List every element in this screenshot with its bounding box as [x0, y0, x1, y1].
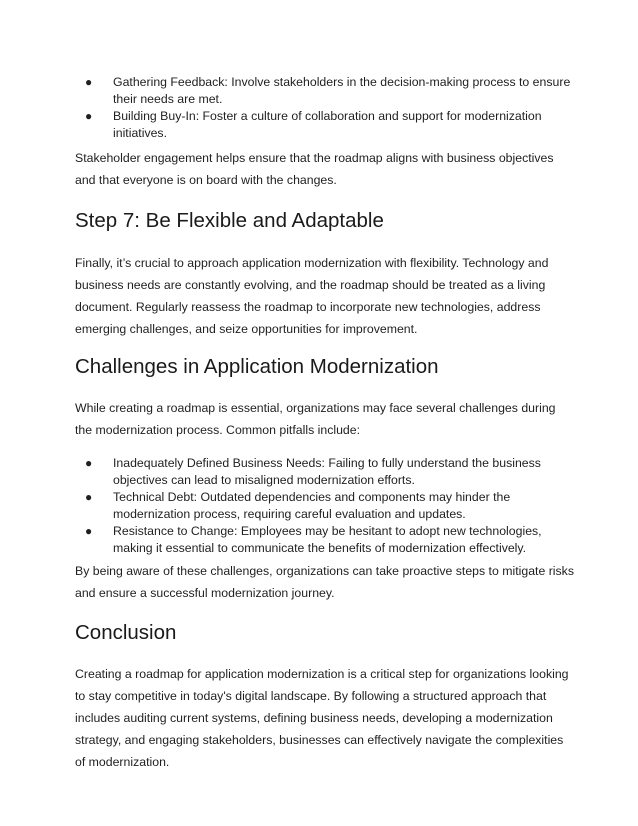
bullet-icon: ●	[85, 456, 93, 470]
bullet-icon: ●	[85, 490, 93, 504]
bullet-icon: ●	[85, 75, 93, 89]
conclusion-heading: Conclusion	[75, 621, 177, 644]
feedback-bullet-list	[75, 74, 575, 142]
list-item	[75, 74, 575, 107]
list-item	[75, 523, 575, 556]
awareness-paragraph: By being aware of these challenges, organizations can take proactive steps to mitigate risks and ensure a successful modernization journey.	[75, 564, 574, 600]
list-item-text: Inadequately Defined Business Needs: Failing to fully understand the business objectives can lead to misaligned modernization efforts.	[113, 456, 541, 487]
list-item-text: Technical Debt: Outdated dependencies and components may hinder the modernization process, requiring careful evaluation and updates.	[113, 490, 511, 521]
challenges-heading: Challenges in Application Modernization	[75, 355, 439, 378]
bullet-icon: ●	[85, 109, 93, 123]
stakeholder-paragraph: Stakeholder engagement helps ensure that the roadmap aligns with business objectives and that everyone is on board with the changes.	[75, 151, 554, 187]
list-item	[75, 489, 575, 522]
list-item-text: Building Buy-In: Foster a culture of collaboration and support for modernization initiatives.	[113, 109, 542, 140]
list-item-text: Resistance to Change: Employees may be hesitant to adopt new technologies, making it essential to communicate the benefits of modernization effectively.	[113, 524, 542, 555]
challenges-bullet-list	[75, 455, 575, 557]
list-item	[75, 108, 575, 141]
challenges-intro-paragraph: While creating a roadmap is essential, organizations may face several challenges during the modernization process. Common pitfalls include:	[75, 401, 556, 437]
conclusion-paragraph: Creating a roadmap for application modernization is a critical step for organizations looking to stay competitive in today's digital landscape. By following a structured approach that includes auditing current systems, defining business needs, developing a modernization strategy, and engaging stakeholders, businesses can effectively navigate the complexities of modernization.	[75, 667, 569, 769]
flexibility-paragraph: Finally, it’s crucial to approach application modernization with flexibility. Technology and business needs are constantly evolving, and the roadmap should be treated as a living document. Regularly reassess the roadmap to incorporate new technologies, address emerging challenges, and seize opportunities for improvement.	[75, 256, 549, 336]
list-item	[75, 455, 575, 488]
list-item-text: Gathering Feedback: Involve stakeholders in the decision-making process to ensure their needs are met.	[113, 75, 571, 106]
bullet-icon: ●	[85, 524, 93, 538]
step7-heading: Step 7: Be Flexible and Adaptable	[75, 209, 384, 232]
